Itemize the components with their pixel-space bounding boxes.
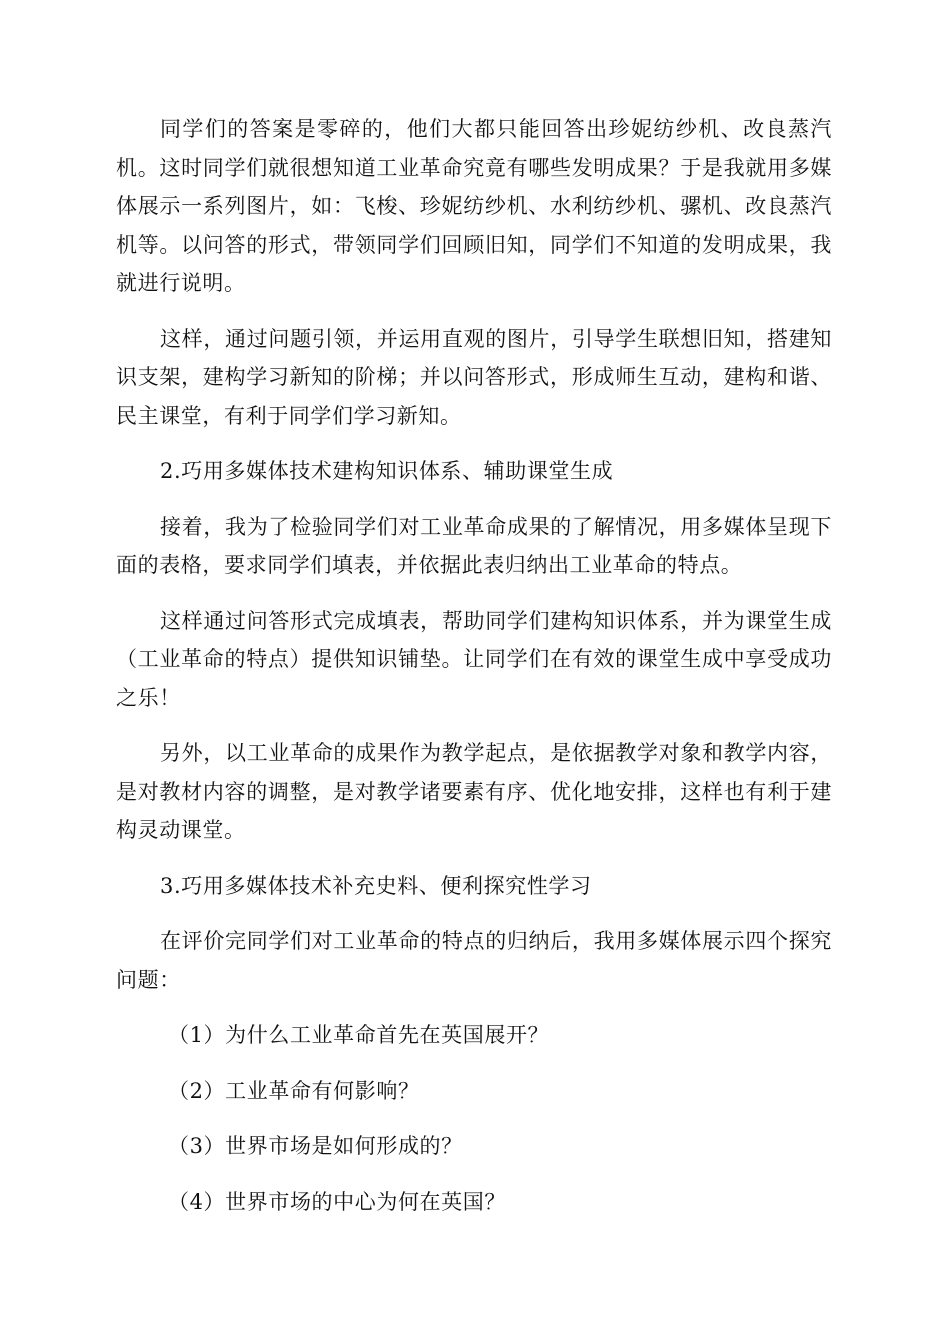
section-heading: 3.巧用多媒体技术补充史料、便利探究性学习 [160,873,592,898]
document-page [116,110,832,1238]
paragraph: 在评价完同学们对工业革命的特点的归纳后，我用多媒体展示四个探究问题： [116,929,832,992]
paragraph: 这样通过问答形式完成填表，帮助同学们建构知识体系，并为课堂生成（工业革命的特点）提供知识铺垫。让同学们在有效的课堂生成中享受成功之乐！ [116,608,832,710]
question-item: （1）为什么工业革命首先在英国展开？ [168,1023,550,1047]
paragraph: 接着，我为了检验同学们对工业革命成果的了解情况，用多媒体呈现下面的表格，要求同学们填表，并依据此表归纳出工业革命的特点。 [116,514,832,577]
question-item: （2）工业革命有何影响？ [168,1078,420,1103]
paragraph: 同学们的答案是零碎的，他们大都只能回答出珍妮纺纱机、改良蒸汽机。这时同学们就很想知道工业革命究竟有哪些发明成果？于是我就用多媒体展示一系列图片，如：飞梭、珍妮纺纱机、水利纺纱机、骡机、改良蒸汽机等。以问答的形式，带领同学们回顾旧知，同学们不知道的发明成果，我就进行说明。 [116,117,832,295]
question-item: （4）世界市场的中心为何在英国？ [168,1189,506,1214]
question-item: （3）世界市场是如何形成的？ [168,1134,463,1158]
paragraph: 这样，通过问题引领，并运用直观的图片，引导学生联想旧知，搭建知识支架，建构学习新知的阶梯；并以问答形式，形成师生互动，建构和谐、民主课堂，有利于同学们学习新知。 [116,326,832,428]
paragraph: 另外，以工业革命的成果作为教学起点，是依据教学对象和教学内容，是对教材内容的调整，是对教学诸要素有序、优化地安排，这样也有利于建构灵动课堂。 [116,741,832,842]
section-heading: 2.巧用多媒体技术建构知识体系、辅助课堂生成 [160,459,614,483]
